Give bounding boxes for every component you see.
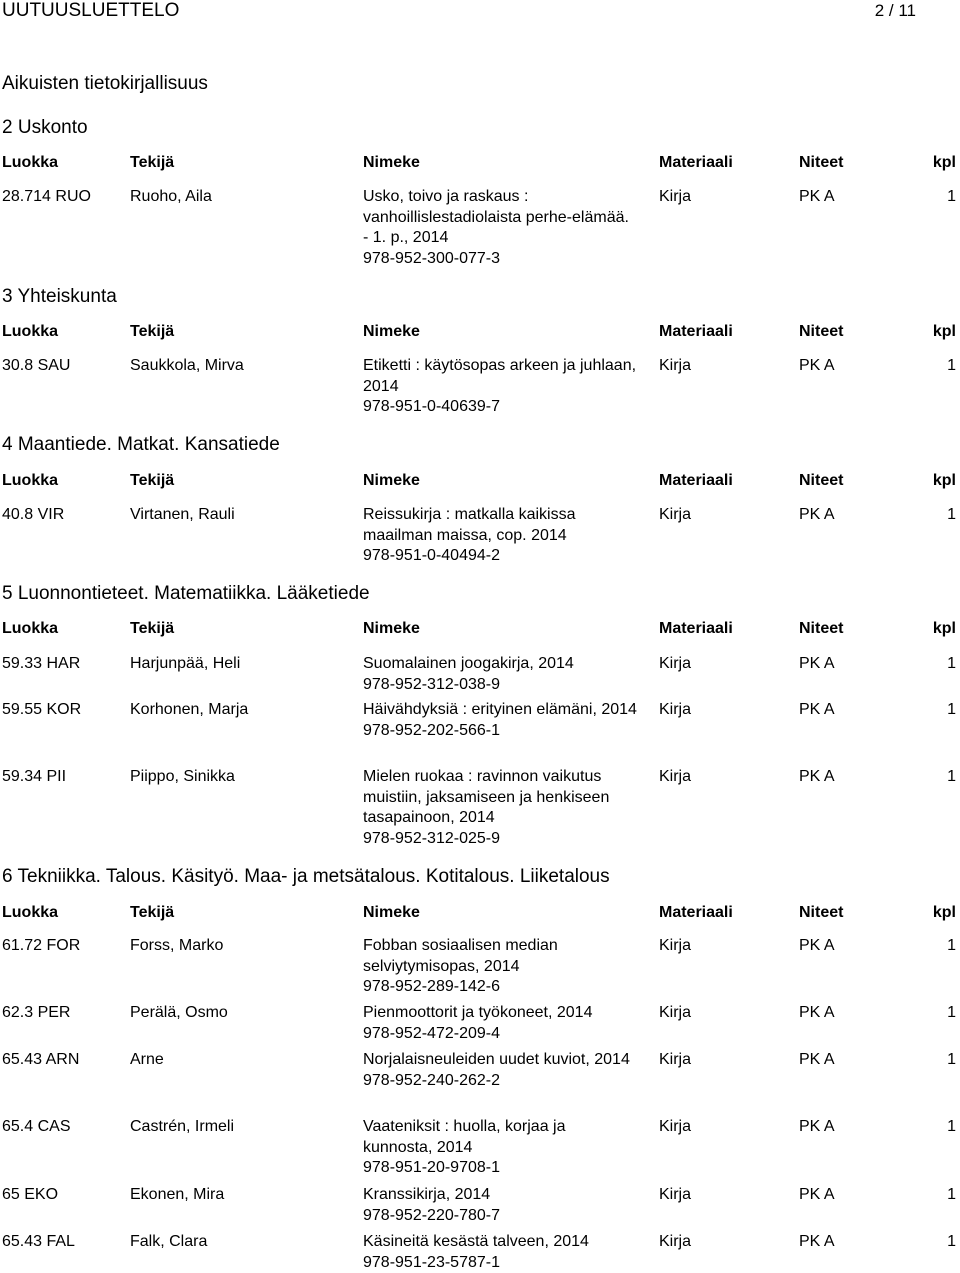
cell-tekija: Arne [130,1051,164,1068]
title-text: Pienmoottorit ja työkoneet, 2014 [363,1004,593,1021]
isbn: 978-952-202-566-1 [363,721,500,739]
column-header-luokka: Luokka [2,154,59,171]
column-header-tekija: Tekijä [130,904,175,921]
column-header-kpl: kpl [932,620,956,637]
section-title: 3 Yhteiskunta [2,286,117,307]
column-header-nimeke: Nimeke [363,620,420,637]
cell-materiaali: Kirja [659,188,692,205]
cell-niteet: PK A [799,768,835,785]
cell-niteet: PK A [799,701,835,718]
column-header-nimeke: Nimeke [363,904,420,921]
cell-kpl: 1 [947,1233,956,1250]
cell-nimeke [363,767,638,849]
cell-kpl: 1 [947,1186,956,1203]
column-header-nimeke: Nimeke [363,472,420,489]
column-header-nimeke: Nimeke [363,323,420,340]
cell-materiaali: Kirja [659,701,692,718]
column-header-kpl: kpl [932,472,956,489]
section-title: 2 Uskonto [2,117,88,138]
isbn: 978-952-289-142-6 [363,978,500,996]
column-header-kpl: kpl [932,323,956,340]
isbn: 978-951-20-9708-1 [363,1159,500,1177]
cell-kpl: 1 [947,701,956,718]
title-text: Usko, toivo ja raskaus : vanhoillislestadiolaista perhe-elämää. - 1. p., 2014 [363,188,629,247]
cell-nimeke [363,936,638,998]
cell-kpl: 1 [947,506,956,523]
column-header-tekija: Tekijä [130,620,175,637]
isbn: 978-952-312-025-9 [363,829,500,847]
cell-materiaali: Kirja [659,1186,692,1203]
cell-kpl: 1 [947,1118,956,1135]
title-text: Kranssikirja, 2014 [363,1186,491,1203]
cell-nimeke [363,1185,638,1226]
cell-kpl: 1 [947,357,956,374]
title-text: Käsineitä kesästä talveen, 2014 [363,1233,589,1250]
isbn: 978-951-0-40494-2 [363,547,500,565]
cell-niteet: PK A [799,1004,835,1021]
isbn: 978-952-472-209-4 [363,1024,500,1042]
column-header-materiaali: Materiaali [659,620,733,637]
cell-nimeke [363,187,638,269]
cell-niteet: PK A [799,1233,835,1250]
cell-luokka: 62.3 PER [2,1004,71,1021]
cell-niteet: PK A [799,1118,835,1135]
cell-niteet: PK A [799,937,835,954]
cell-luokka: 65.43 FAL [2,1233,75,1250]
column-header-niteet: Niteet [799,472,844,489]
column-header-nimeke: Nimeke [363,154,420,171]
column-header-kpl: kpl [932,154,956,171]
cell-materiaali: Kirja [659,1233,692,1250]
cell-luokka: 65.4 CAS [2,1118,71,1135]
column-header-niteet: Niteet [799,154,844,171]
cell-tekija: Ruoho, Aila [130,188,212,205]
column-header-materiaali: Materiaali [659,904,733,921]
cell-kpl: 1 [947,937,956,954]
cell-nimeke [363,654,638,695]
section-title: 4 Maantiede. Matkat. Kansatiede [2,434,280,455]
cell-kpl: 1 [947,1051,956,1068]
isbn: 978-952-240-262-2 [363,1071,500,1089]
cell-materiaali: Kirja [659,937,692,954]
title-text: Etiketti : käytösopas arkeen ja juhlaan, 2014 [363,357,637,395]
column-header-niteet: Niteet [799,323,844,340]
cell-nimeke [363,356,638,418]
isbn: 978-951-0-40639-7 [363,398,500,416]
cell-niteet: PK A [799,188,835,205]
cell-kpl: 1 [947,1004,956,1021]
column-header-kpl: kpl [932,904,956,921]
cell-tekija: Falk, Clara [130,1233,208,1250]
document-title: UUTUUSLUETTELO [2,0,180,21]
cell-luokka: 61.72 FOR [2,937,81,954]
cell-niteet: PK A [799,1051,835,1068]
section-title: 6 Tekniikka. Talous. Käsityö. Maa- ja metsätalous. Kotitalous. Liiketalous [2,866,610,887]
cell-luokka: 28.714 RUO [2,188,91,205]
cell-tekija: Korhonen, Marja [130,701,249,718]
table-header [0,153,960,173]
column-header-niteet: Niteet [799,620,844,637]
table-header [0,322,960,342]
cell-kpl: 1 [947,188,956,205]
cell-luokka: 30.8 SAU [2,357,71,374]
column-header-materiaali: Materiaali [659,472,733,489]
cell-tekija: Saukkola, Mirva [130,357,244,374]
cell-tekija: Harjunpää, Heli [130,655,241,672]
cell-materiaali: Kirja [659,655,692,672]
cell-tekija: Castrén, Irmeli [130,1118,235,1135]
section-title: 5 Luonnontieteet. Matematiikka. Lääketiede [2,583,370,604]
column-header-tekija: Tekijä [130,472,175,489]
title-text: Fobban sosiaalisen median selviytymisopas, 2014 [363,937,558,975]
column-header-tekija: Tekijä [130,323,175,340]
isbn: 978-952-312-038-9 [363,675,500,693]
cell-luokka: 40.8 VIR [2,506,65,523]
main-heading: Aikuisten tietokirjallisuus [2,73,208,94]
title-text: Häivähdyksiä : erityinen elämäni, 2014 [363,701,637,718]
cell-materiaali: Kirja [659,1004,692,1021]
column-header-tekija: Tekijä [130,154,175,171]
cell-tekija: Virtanen, Rauli [130,506,235,523]
cell-niteet: PK A [799,357,835,374]
title-text: Norjalaisneuleiden uudet kuviot, 2014 [363,1051,630,1068]
column-header-niteet: Niteet [799,904,844,921]
page-number: 2 / 11 [874,1,916,20]
cell-materiaali: Kirja [659,768,692,785]
title-text: Vaateniksit : huolla, korjaa ja kunnosta, 2014 [363,1118,566,1156]
cell-nimeke [363,505,638,567]
cell-materiaali: Kirja [659,1118,692,1135]
column-header-luokka: Luokka [2,904,59,921]
table-header [0,471,960,491]
isbn: 978-951-23-5787-1 [363,1253,500,1271]
cell-nimeke [363,700,638,741]
cell-luokka: 65.43 ARN [2,1051,80,1068]
cell-kpl: 1 [947,768,956,785]
page-header [0,0,960,26]
column-header-luokka: Luokka [2,323,59,340]
table-header [0,619,960,639]
cell-luokka: 59.34 PII [2,768,67,785]
cell-luokka: 59.33 HAR [2,655,81,672]
cell-tekija: Forss, Marko [130,937,224,954]
column-header-luokka: Luokka [2,620,59,637]
cell-niteet: PK A [799,655,835,672]
cell-luokka: 65 EKO [2,1186,59,1203]
title-text: Reissukirja : matkalla kaikissa maailman maissa, cop. 2014 [363,506,576,544]
table-header [0,903,960,923]
cell-nimeke [363,1003,638,1044]
cell-luokka: 59.55 KOR [2,701,82,718]
cell-materiaali: Kirja [659,357,692,374]
cell-niteet: PK A [799,1186,835,1203]
cell-tekija: Perälä, Osmo [130,1004,228,1021]
cell-kpl: 1 [947,655,956,672]
cell-tekija: Ekonen, Mira [130,1186,225,1203]
cell-tekija: Piippo, Sinikka [130,768,235,785]
column-header-materiaali: Materiaali [659,323,733,340]
cell-nimeke [363,1232,638,1273]
cell-materiaali: Kirja [659,1051,692,1068]
cell-nimeke [363,1117,638,1179]
isbn: 978-952-220-780-7 [363,1206,500,1224]
column-header-materiaali: Materiaali [659,154,733,171]
column-header-luokka: Luokka [2,472,59,489]
title-text: Suomalainen joogakirja, 2014 [363,655,574,672]
isbn: 978-952-300-077-3 [363,249,500,267]
title-text: Mielen ruokaa : ravinnon vaikutus muistiin, jaksamiseen ja henkiseen tasapainoon, 2014 [363,768,610,827]
cell-nimeke [363,1050,638,1091]
cell-materiaali: Kirja [659,506,692,523]
cell-niteet: PK A [799,506,835,523]
